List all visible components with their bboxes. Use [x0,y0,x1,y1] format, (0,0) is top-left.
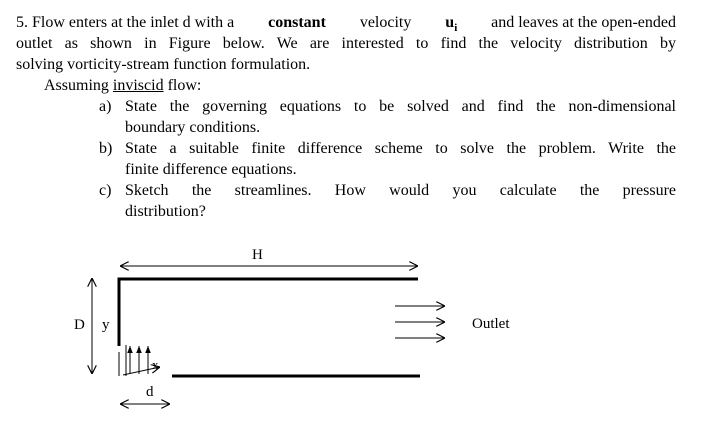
item-c-label: c) [99,182,112,199]
constant-word: constant [268,14,326,31]
problem-line-3: solving vorticity-stream function formulation. [16,56,311,73]
problem-line-1-tail: and leaves at the open-ended [491,14,676,31]
item-c-line-1: Sketch the streamlines. How would you calculate the pressure [125,182,676,199]
label-outlet: Outlet [472,316,510,332]
velocity-symbol-subscript: i [454,22,458,35]
assumption-lead: Assuming [44,77,109,94]
assumption-tail: flow: [167,77,202,94]
inviscid-word: inviscid [112,77,164,94]
item-b-line-1: State a suitable finite difference scheme to solve the problem. Write the [125,140,676,157]
velocity-word: velocity [359,14,412,31]
velocity-symbol-u: u [445,14,455,31]
item-a-line-2: boundary conditions. [125,119,261,136]
label-x: x [152,357,159,372]
item-b-label: b) [99,140,113,157]
problem-line-2: outlet as shown in Figure below. We are interested to find the velocity distribution by [16,35,676,52]
label-d-large: D [74,317,85,333]
item-c-line-2: distribution? [125,203,206,220]
label-d-small: d [146,384,154,400]
item-b-line-2: finite difference equations. [125,161,297,178]
item-a-label: a) [99,98,112,115]
label-h: H [252,247,263,263]
item-a-line-1: State the governing equations to be solved and find the non-dimensional [125,98,676,115]
problem-line-1-lead: 5. Flow enters at the inlet d with a [16,14,235,31]
label-y: y [102,317,110,333]
top-wall [119,279,418,346]
